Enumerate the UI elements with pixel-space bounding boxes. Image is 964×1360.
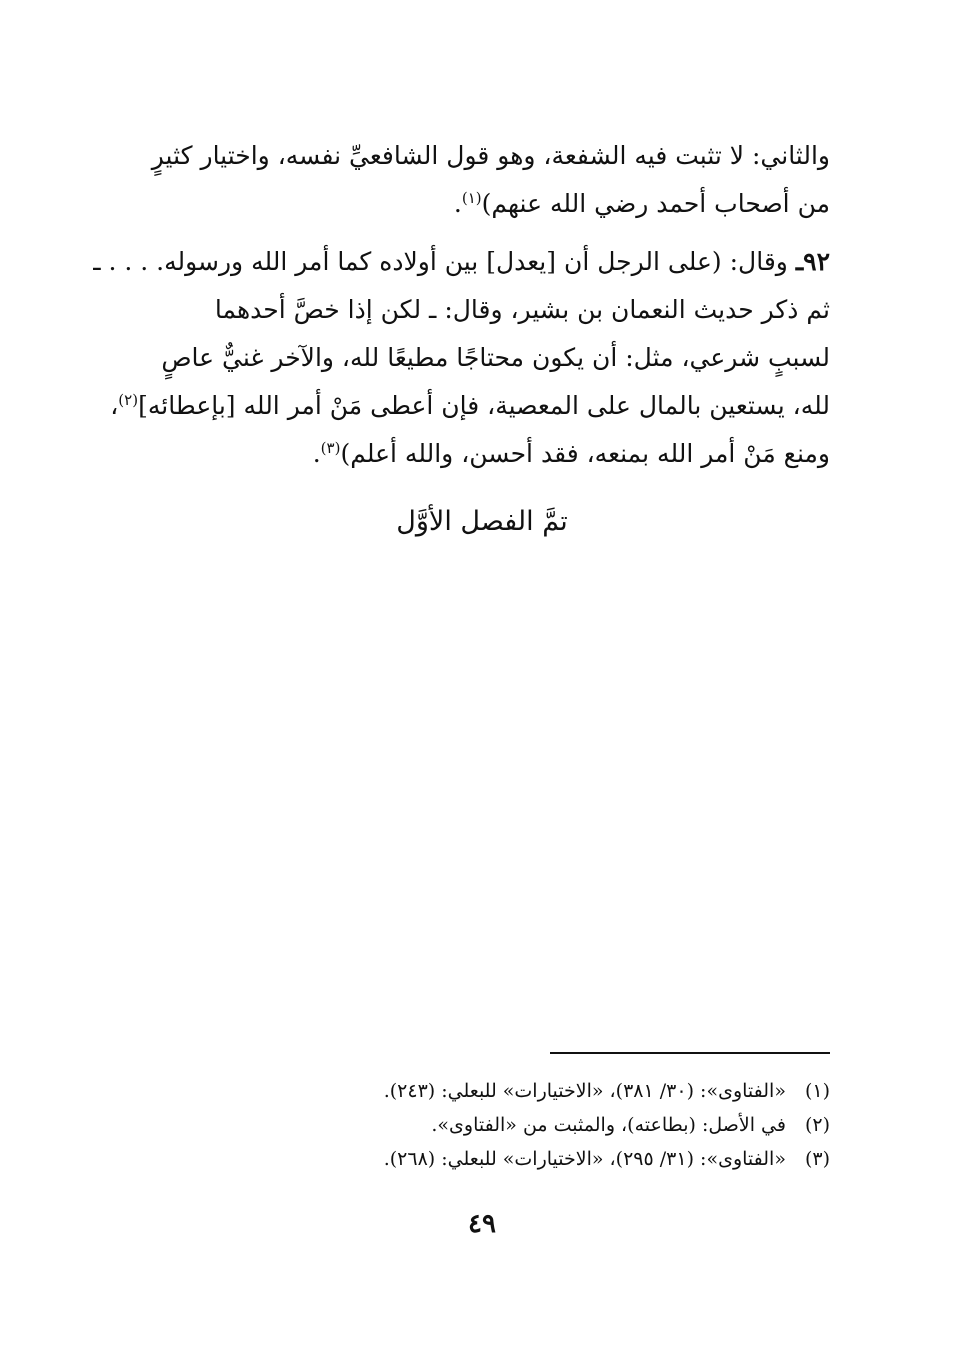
paragraph-line: لسببٍ شرعي، مثل: أن يكون محتاجًا مطيعًا لله، والآخر غنيٌّ عاصٍ (161, 343, 830, 372)
footnotes (280, 1074, 830, 1176)
footnote-item (280, 1142, 830, 1176)
footnote-number: (٢) (804, 1114, 830, 1136)
chapter-end-heading: تمَّ الفصل الأوَّل (396, 506, 568, 537)
sentence-end: . (453, 189, 462, 218)
page-number: ٤٩ (468, 1209, 496, 1239)
paragraph-line (93, 238, 830, 286)
footnote-reference: (١) (461, 189, 482, 207)
paragraph-line (130, 430, 830, 478)
footnote-reference: (٣) (320, 439, 341, 457)
footnote-separator (550, 1052, 830, 1054)
paragraph-issue-92 (93, 238, 830, 478)
paragraph-line (130, 180, 830, 228)
footnote-number: (١) (804, 1080, 830, 1102)
line-end-punctuation: ، (110, 391, 119, 420)
paragraph-line-text: وقال: (على الرجل أن [يعدل] بين أولاده كما أمر الله ورسوله. . . . ـ (93, 247, 788, 276)
footnote-item (280, 1074, 830, 1108)
footnote-number: (٣) (804, 1148, 830, 1170)
paragraph-line: والثاني: لا تثبت فيه الشفعة، وهو قول الشافعيِّ نفسه، واختيار كثيرٍ (151, 141, 830, 170)
footnote-item (280, 1108, 830, 1142)
paragraph-line: ثم ذكر حديث النعمان بن بشير، وقال: ـ لكن إذا خصَّ أحدهما (214, 295, 830, 324)
sentence-end: . (312, 439, 321, 468)
footnote-text: «الفتاوى»: (٣١/ ٢٩٥)، «الاختيارات» للبعلي: (٢٦٨). (383, 1148, 786, 1170)
paragraph-line-text: لله، يستعين بالمال على المعصية، فإن أعطى مَنْ أمر الله [بإعطائه] (138, 391, 830, 420)
paragraph-opinion-two (130, 132, 830, 228)
footnote-text: في الأصل: (بطاعته)، والمثبت من «الفتاوى». (431, 1114, 786, 1136)
issue-number: ٩٢ـ (795, 247, 830, 276)
paragraph-line-text: من أصحاب أحمد رضي الله عنهم) (481, 189, 830, 218)
paragraph-line-text: ومنع مَنْ أمر الله بمنعه، فقد أحسن، والله أعلم) (340, 439, 830, 468)
paragraph-line (110, 382, 830, 430)
footnote-reference: (٢) (118, 391, 139, 409)
footnote-text: «الفتاوى»: (٣٠/ ٣٨١)، «الاختيارات» للبعلي: (٢٤٣). (383, 1080, 786, 1102)
